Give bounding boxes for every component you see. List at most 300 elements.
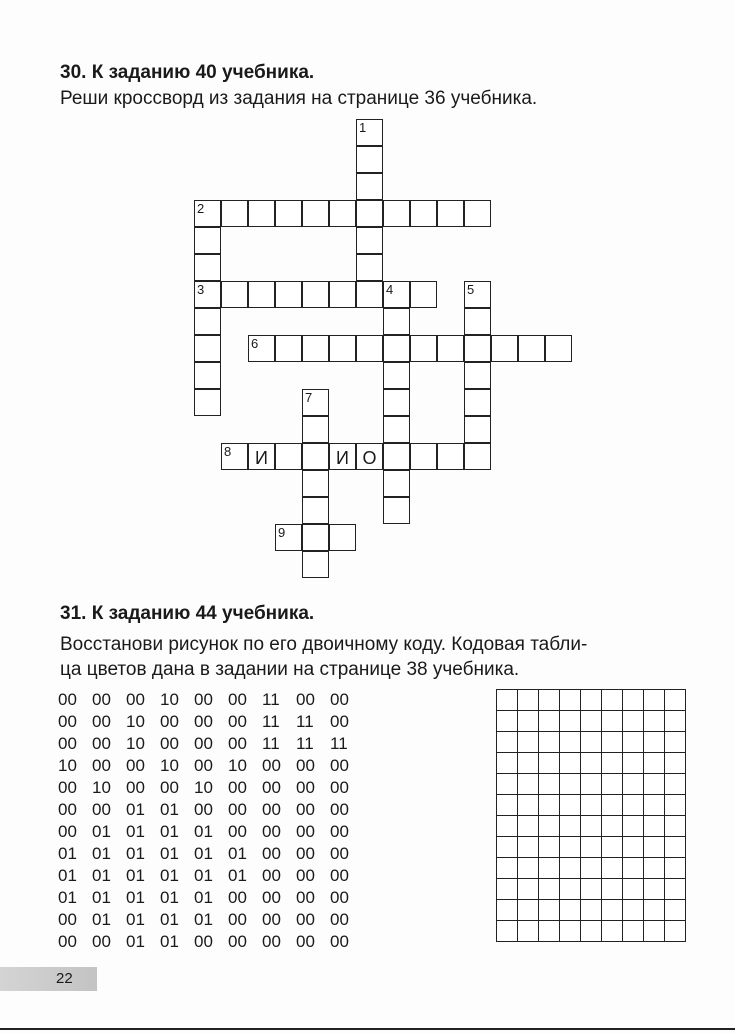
code-value: 01 [228, 866, 247, 885]
grid-cell[interactable] [539, 816, 560, 837]
code-value: 01 [126, 866, 145, 885]
crossword-cell [356, 173, 383, 200]
task-31-title: 31. К заданию 44 учебника. [60, 603, 315, 624]
crossword-cell [464, 281, 491, 308]
crossword-cell [275, 443, 302, 470]
code-value: 00 [330, 844, 349, 863]
crossword-clue-number: 4 [386, 282, 394, 297]
crossword-cell [356, 146, 383, 173]
crossword-cell [383, 470, 410, 497]
code-value: 00 [126, 778, 145, 797]
grid-cell[interactable] [665, 774, 686, 795]
code-value: 00 [296, 822, 315, 841]
grid-cell[interactable] [560, 753, 581, 774]
crossword-cell [383, 443, 410, 470]
crossword-cell [464, 443, 491, 470]
crossword-cell [194, 200, 221, 227]
page-number: 22 [56, 970, 73, 987]
grid-cell[interactable] [497, 837, 518, 858]
crossword-cell [194, 281, 221, 308]
code-value: 01 [126, 822, 145, 841]
code-value: 00 [228, 800, 247, 819]
code-value: 01 [194, 844, 213, 863]
grid-cell[interactable] [644, 879, 665, 900]
grid-cell[interactable] [518, 816, 539, 837]
code-value: 01 [160, 888, 179, 907]
crossword-cell [248, 281, 275, 308]
grid-cell[interactable] [518, 774, 539, 795]
grid-cell[interactable] [602, 879, 623, 900]
crossword-cell [356, 119, 383, 146]
grid-cell[interactable] [539, 921, 560, 942]
grid-cell[interactable] [560, 879, 581, 900]
code-value: 10 [92, 778, 111, 797]
grid-cell[interactable] [560, 795, 581, 816]
code-value: 01 [160, 800, 179, 819]
grid-cell[interactable] [644, 711, 665, 732]
grid-cell[interactable] [539, 900, 560, 921]
code-value: 00 [330, 778, 349, 797]
grid-cell[interactable] [539, 858, 560, 879]
crossword-cell [329, 335, 356, 362]
crossword-clue-number: 1 [359, 120, 367, 135]
code-value: 00 [296, 932, 315, 951]
crossword-cell [356, 443, 383, 470]
code-value: 00 [228, 690, 247, 709]
code-value: 10 [194, 778, 213, 797]
grid-cell[interactable] [497, 690, 518, 711]
grid-cell[interactable] [560, 690, 581, 711]
grid-cell[interactable] [497, 774, 518, 795]
code-value: 00 [58, 690, 77, 709]
crossword-cell [275, 335, 302, 362]
code-value: 01 [194, 822, 213, 841]
crossword-cell [221, 443, 248, 470]
task-30-title: 30. К заданию 40 учебника. [60, 62, 315, 83]
grid-cell[interactable] [497, 816, 518, 837]
grid-cell[interactable] [518, 921, 539, 942]
crossword-cell [383, 308, 410, 335]
code-value: 00 [330, 910, 349, 929]
grid-cell[interactable] [560, 858, 581, 879]
crossword-cell [383, 497, 410, 524]
task-31-text-line-2: ца цветов дана в задании на странице 38 учебника. [60, 659, 520, 680]
grid-cell[interactable] [644, 690, 665, 711]
crossword-cell [437, 200, 464, 227]
crossword-cell [302, 470, 329, 497]
code-value: 11 [262, 734, 280, 753]
crossword-cell [383, 335, 410, 362]
grid-cell[interactable] [665, 732, 686, 753]
code-value: 00 [296, 888, 315, 907]
grid-cell[interactable] [539, 879, 560, 900]
grid-cell[interactable] [560, 900, 581, 921]
crossword-cell [302, 497, 329, 524]
crossword-cell [302, 416, 329, 443]
crossword-cell [221, 200, 248, 227]
grid-cell[interactable] [518, 753, 539, 774]
code-value: 00 [330, 822, 349, 841]
crossword-cell [356, 200, 383, 227]
grid-cell[interactable] [623, 753, 644, 774]
crossword-cell [356, 335, 383, 362]
grid-cell[interactable] [623, 816, 644, 837]
code-value: 00 [262, 822, 281, 841]
code-value: 00 [330, 800, 349, 819]
code-value: 00 [58, 712, 77, 731]
grid-cell[interactable] [497, 879, 518, 900]
crossword-cell [410, 443, 437, 470]
crossword-cell [302, 551, 329, 578]
grid-cell[interactable] [644, 816, 665, 837]
crossword-clue-number: 9 [278, 525, 286, 540]
grid-cell[interactable] [665, 690, 686, 711]
code-value: 00 [330, 888, 349, 907]
grid-cell[interactable] [581, 711, 602, 732]
code-value: 10 [58, 756, 77, 775]
code-value: 00 [330, 866, 349, 885]
grid-cell[interactable] [665, 900, 686, 921]
grid-cell[interactable] [518, 858, 539, 879]
code-value: 01 [228, 844, 247, 863]
grid-cell[interactable] [644, 900, 665, 921]
grid-cell[interactable] [623, 732, 644, 753]
crossword-cell [194, 362, 221, 389]
grid-cell[interactable] [560, 816, 581, 837]
code-value: 10 [160, 690, 179, 709]
crossword-cell [383, 416, 410, 443]
code-value: 00 [330, 756, 349, 775]
crossword-cell [464, 362, 491, 389]
code-value: 00 [296, 690, 315, 709]
crossword-cell [329, 200, 356, 227]
crossword-cell [383, 200, 410, 227]
code-value: 01 [126, 800, 145, 819]
crossword-cell [518, 335, 545, 362]
grid-cell[interactable] [665, 795, 686, 816]
code-value: 00 [126, 690, 145, 709]
code-value: 01 [92, 866, 111, 885]
grid-cell[interactable] [644, 858, 665, 879]
grid-cell[interactable] [539, 690, 560, 711]
grid-cell[interactable] [602, 711, 623, 732]
grid-cell[interactable] [644, 774, 665, 795]
crossword-clue-number: 8 [224, 444, 232, 459]
crossword-cell [329, 281, 356, 308]
grid-cell[interactable] [623, 921, 644, 942]
code-value: 11 [296, 734, 314, 753]
crossword-clue-number: 7 [305, 390, 313, 405]
grid-cell[interactable] [623, 711, 644, 732]
grid-cell[interactable] [539, 711, 560, 732]
code-value: 10 [228, 756, 247, 775]
grid-cell[interactable] [497, 900, 518, 921]
grid-cell[interactable] [665, 753, 686, 774]
grid-cell[interactable] [518, 900, 539, 921]
crossword-cell [329, 524, 356, 551]
grid-cell[interactable] [539, 837, 560, 858]
code-value: 11 [262, 690, 280, 709]
grid-cell[interactable] [602, 732, 623, 753]
code-value: 01 [194, 866, 213, 885]
code-value: 00 [262, 888, 281, 907]
code-value: 10 [160, 756, 179, 775]
code-value: 00 [296, 756, 315, 775]
grid-cell[interactable] [497, 795, 518, 816]
crossword-cell [410, 281, 437, 308]
code-row [58, 711, 364, 733]
code-value: 00 [92, 932, 111, 951]
code-value: 01 [160, 844, 179, 863]
crossword-cell [356, 281, 383, 308]
grid-cell[interactable] [560, 921, 581, 942]
code-value: 00 [92, 734, 111, 753]
crossword-clue-number: 6 [251, 336, 259, 351]
grid-cell[interactable] [644, 837, 665, 858]
grid-cell[interactable] [602, 774, 623, 795]
grid-cell[interactable] [581, 774, 602, 795]
task-30-text: Реши кроссворд из задания на странице 36 учебника. [60, 88, 538, 109]
grid-cell[interactable] [665, 858, 686, 879]
code-value: 00 [92, 800, 111, 819]
grid-cell[interactable] [497, 732, 518, 753]
crossword-cell [383, 362, 410, 389]
grid-cell[interactable] [602, 795, 623, 816]
grid-cell[interactable] [581, 795, 602, 816]
grid-cell[interactable] [539, 753, 560, 774]
crossword-clue-number: 3 [197, 282, 205, 297]
grid-cell[interactable] [581, 921, 602, 942]
grid-cell[interactable] [518, 795, 539, 816]
code-value: 01 [126, 844, 145, 863]
code-value: 01 [160, 910, 179, 929]
code-value: 00 [296, 866, 315, 885]
crossword-cell [248, 335, 275, 362]
code-value: 00 [194, 734, 213, 753]
crossword-clue-number: 2 [197, 201, 205, 216]
grid-cell[interactable] [497, 711, 518, 732]
grid-cell[interactable] [581, 879, 602, 900]
grid-cell[interactable] [581, 837, 602, 858]
code-value: 00 [194, 932, 213, 951]
code-value: 01 [92, 822, 111, 841]
code-value: 00 [262, 844, 281, 863]
code-row [58, 689, 364, 711]
code-row [58, 799, 364, 821]
grid-cell[interactable] [665, 879, 686, 900]
crossword-cell [464, 335, 491, 362]
grid-cell[interactable] [644, 753, 665, 774]
grid-cell[interactable] [602, 690, 623, 711]
grid-cell[interactable] [602, 900, 623, 921]
grid-cell[interactable] [539, 774, 560, 795]
crossword-cell [464, 416, 491, 443]
crossword-cell [356, 254, 383, 281]
code-value: 01 [194, 888, 213, 907]
crossword-cell [248, 443, 275, 470]
code-value: 01 [92, 910, 111, 929]
code-value: 11 [330, 734, 348, 753]
grid-cell[interactable] [602, 858, 623, 879]
grid-cell[interactable] [623, 774, 644, 795]
grid-cell[interactable] [602, 921, 623, 942]
crossword-cell [491, 335, 518, 362]
code-value: 00 [262, 800, 281, 819]
code-value: 00 [58, 932, 77, 951]
crossword-cell [194, 335, 221, 362]
grid-cell[interactable] [518, 711, 539, 732]
crossword-cell [221, 281, 248, 308]
page-number-bar [0, 967, 97, 991]
code-row [58, 931, 364, 953]
code-value: 00 [194, 712, 213, 731]
code-value: 11 [262, 712, 280, 731]
grid-cell[interactable] [539, 795, 560, 816]
code-value: 00 [160, 712, 179, 731]
bottom-rule [0, 1028, 735, 1030]
grid-cell[interactable] [665, 711, 686, 732]
grid-cell[interactable] [602, 753, 623, 774]
code-value: 00 [58, 822, 77, 841]
crossword-cell [248, 200, 275, 227]
binary-code-table [58, 689, 364, 953]
code-row [58, 865, 364, 887]
crossword-cell [302, 200, 329, 227]
crossword-given-letter: О [362, 448, 377, 468]
crossword-cell [194, 227, 221, 254]
grid-cell[interactable] [560, 837, 581, 858]
crossword-cell [302, 443, 329, 470]
code-value: 00 [126, 756, 145, 775]
grid-cell[interactable] [518, 837, 539, 858]
grid-cell[interactable] [560, 774, 581, 795]
grid-cell[interactable] [644, 732, 665, 753]
grid-cell[interactable] [623, 795, 644, 816]
code-value: 01 [160, 866, 179, 885]
crossword-cell [464, 389, 491, 416]
code-value: 00 [296, 844, 315, 863]
crossword-cell [410, 200, 437, 227]
grid-cell[interactable] [518, 732, 539, 753]
grid-cell[interactable] [539, 732, 560, 753]
crossword-cell [275, 200, 302, 227]
code-row [58, 733, 364, 755]
crossword-cell [302, 335, 329, 362]
code-value: 01 [92, 844, 111, 863]
grid-cell[interactable] [518, 879, 539, 900]
code-row [58, 755, 364, 777]
code-value: 00 [58, 734, 77, 753]
grid-cell[interactable] [581, 900, 602, 921]
code-row [58, 821, 364, 843]
code-value: 00 [296, 910, 315, 929]
code-value: 00 [330, 712, 349, 731]
code-value: 00 [228, 712, 247, 731]
grid-cell[interactable] [602, 816, 623, 837]
code-value: 01 [160, 932, 179, 951]
grid-cell[interactable] [644, 921, 665, 942]
grid-cell[interactable] [518, 690, 539, 711]
crossword-cell [464, 200, 491, 227]
code-value: 01 [58, 844, 77, 863]
code-value: 00 [58, 778, 77, 797]
grid-cell[interactable] [497, 858, 518, 879]
crossword-cell [329, 443, 356, 470]
grid-cell[interactable] [665, 921, 686, 942]
code-value: 01 [126, 932, 145, 951]
grid-cell[interactable] [665, 837, 686, 858]
code-value: 00 [296, 800, 315, 819]
grid-cell[interactable] [665, 816, 686, 837]
code-value: 00 [228, 910, 247, 929]
code-value: 01 [160, 822, 179, 841]
code-value: 00 [160, 778, 179, 797]
code-value: 01 [92, 888, 111, 907]
grid-cell[interactable] [581, 732, 602, 753]
code-value: 00 [58, 910, 77, 929]
crossword-cell [383, 389, 410, 416]
crossword-given-letter: И [255, 448, 268, 468]
code-value: 01 [58, 866, 77, 885]
code-value: 10 [126, 734, 145, 753]
crossword-cell [194, 389, 221, 416]
grid-cell[interactable] [644, 795, 665, 816]
code-row [58, 843, 364, 865]
crossword-cell [302, 524, 329, 551]
grid-cell[interactable] [581, 858, 602, 879]
code-value: 00 [92, 690, 111, 709]
crossword-cell [275, 281, 302, 308]
code-value: 00 [330, 932, 349, 951]
code-row [58, 909, 364, 931]
code-value: 00 [194, 690, 213, 709]
grid-cell[interactable] [560, 711, 581, 732]
grid-cell[interactable] [602, 837, 623, 858]
code-value: 10 [126, 712, 145, 731]
crossword-clue-number: 5 [467, 282, 475, 297]
code-value: 01 [58, 888, 77, 907]
grid-cell[interactable] [581, 690, 602, 711]
grid-cell[interactable] [581, 753, 602, 774]
code-value: 00 [262, 932, 281, 951]
grid-cell[interactable] [623, 837, 644, 858]
grid-cell[interactable] [623, 900, 644, 921]
code-value: 00 [262, 910, 281, 929]
crossword-cell [383, 281, 410, 308]
grid-cell[interactable] [497, 921, 518, 942]
grid-cell[interactable] [560, 732, 581, 753]
grid-cell[interactable] [581, 816, 602, 837]
grid-cell[interactable] [497, 753, 518, 774]
grid-cell[interactable] [623, 858, 644, 879]
crossword-cell [437, 335, 464, 362]
grid-cell[interactable] [623, 879, 644, 900]
crossword-given-letter: И [336, 448, 349, 468]
code-value: 00 [228, 932, 247, 951]
code-value: 00 [228, 822, 247, 841]
code-value: 00 [194, 800, 213, 819]
crossword-cell [356, 227, 383, 254]
code-row [58, 777, 364, 799]
task-31-text-line-1: Восстанови рисунок по его двоичному коду. Кодовая табли- [60, 634, 588, 655]
grid-cell[interactable] [623, 690, 644, 711]
drawing-grid [496, 689, 686, 942]
crossword-cell [464, 308, 491, 335]
code-value: 00 [194, 756, 213, 775]
code-value: 00 [262, 866, 281, 885]
crossword-cell [410, 335, 437, 362]
code-value: 01 [126, 910, 145, 929]
